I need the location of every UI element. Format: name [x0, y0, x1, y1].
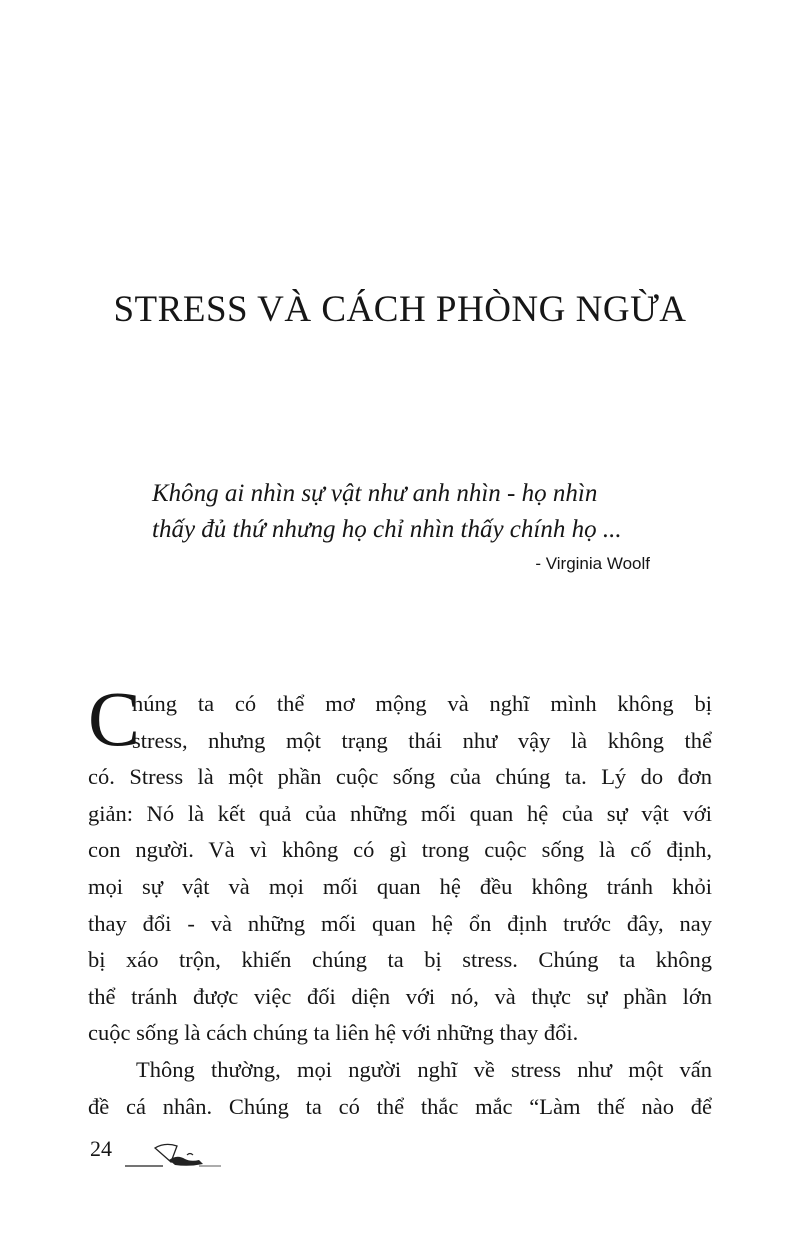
paragraph [88, 1052, 712, 1125]
text-line: thay đổi - và những mối quan hệ ổn định trước đây, nay [88, 910, 712, 936]
text-line: đề cá nhân. Chúng ta có thể thắc mắc “Làm thế nào để [88, 1093, 712, 1119]
epigraph [152, 476, 672, 548]
paragraph [88, 686, 712, 1052]
text-line: có. Stress là một phần cuộc sống của chúng ta. Lý do đơn [88, 764, 712, 790]
windsurfer-ornament-icon [125, 1140, 225, 1170]
page-number: 24 [90, 1136, 112, 1161]
epigraph-line: thấy đủ thứ nhưng họ chỉ nhìn thấy chính họ ... [152, 516, 622, 543]
text-line: con người. Và vì không có gì trong cuộc sống là cố định, [88, 837, 712, 863]
text-line: bị xáo trộn, khiến chúng ta bị stress. Chúng ta không [88, 947, 712, 973]
text-line: mọi sự vật và mọi mối quan hệ đều không tránh khỏi [88, 873, 712, 899]
text-line: giản: Nó là kết quả của những mối quan hệ của sự vật với [88, 800, 712, 826]
text-line: cuộc sống là cách chúng ta liên hệ với những thay đổi. [88, 1020, 579, 1046]
text-line: húng ta có thể mơ mộng và nghĩ mình không bị [132, 691, 712, 716]
body-text [88, 686, 712, 1125]
drop-cap: C [88, 675, 141, 762]
chapter-title: STRESS VÀ CÁCH PHÒNG NGỪA [113, 289, 687, 330]
epigraph-line: Không ai nhìn sự vật như anh nhìn - họ nhìn [152, 480, 598, 507]
text-line: stress, nhưng một trạng thái như vậy là không thể [132, 727, 712, 753]
text-line: thể tránh được việc đối diện với nó, và thực sự phần lớn [88, 983, 712, 1009]
text-line: Thông thường, mọi người nghĩ về stress như một vấn [136, 1056, 712, 1082]
epigraph-attribution: - Virginia Woolf [535, 554, 650, 573]
